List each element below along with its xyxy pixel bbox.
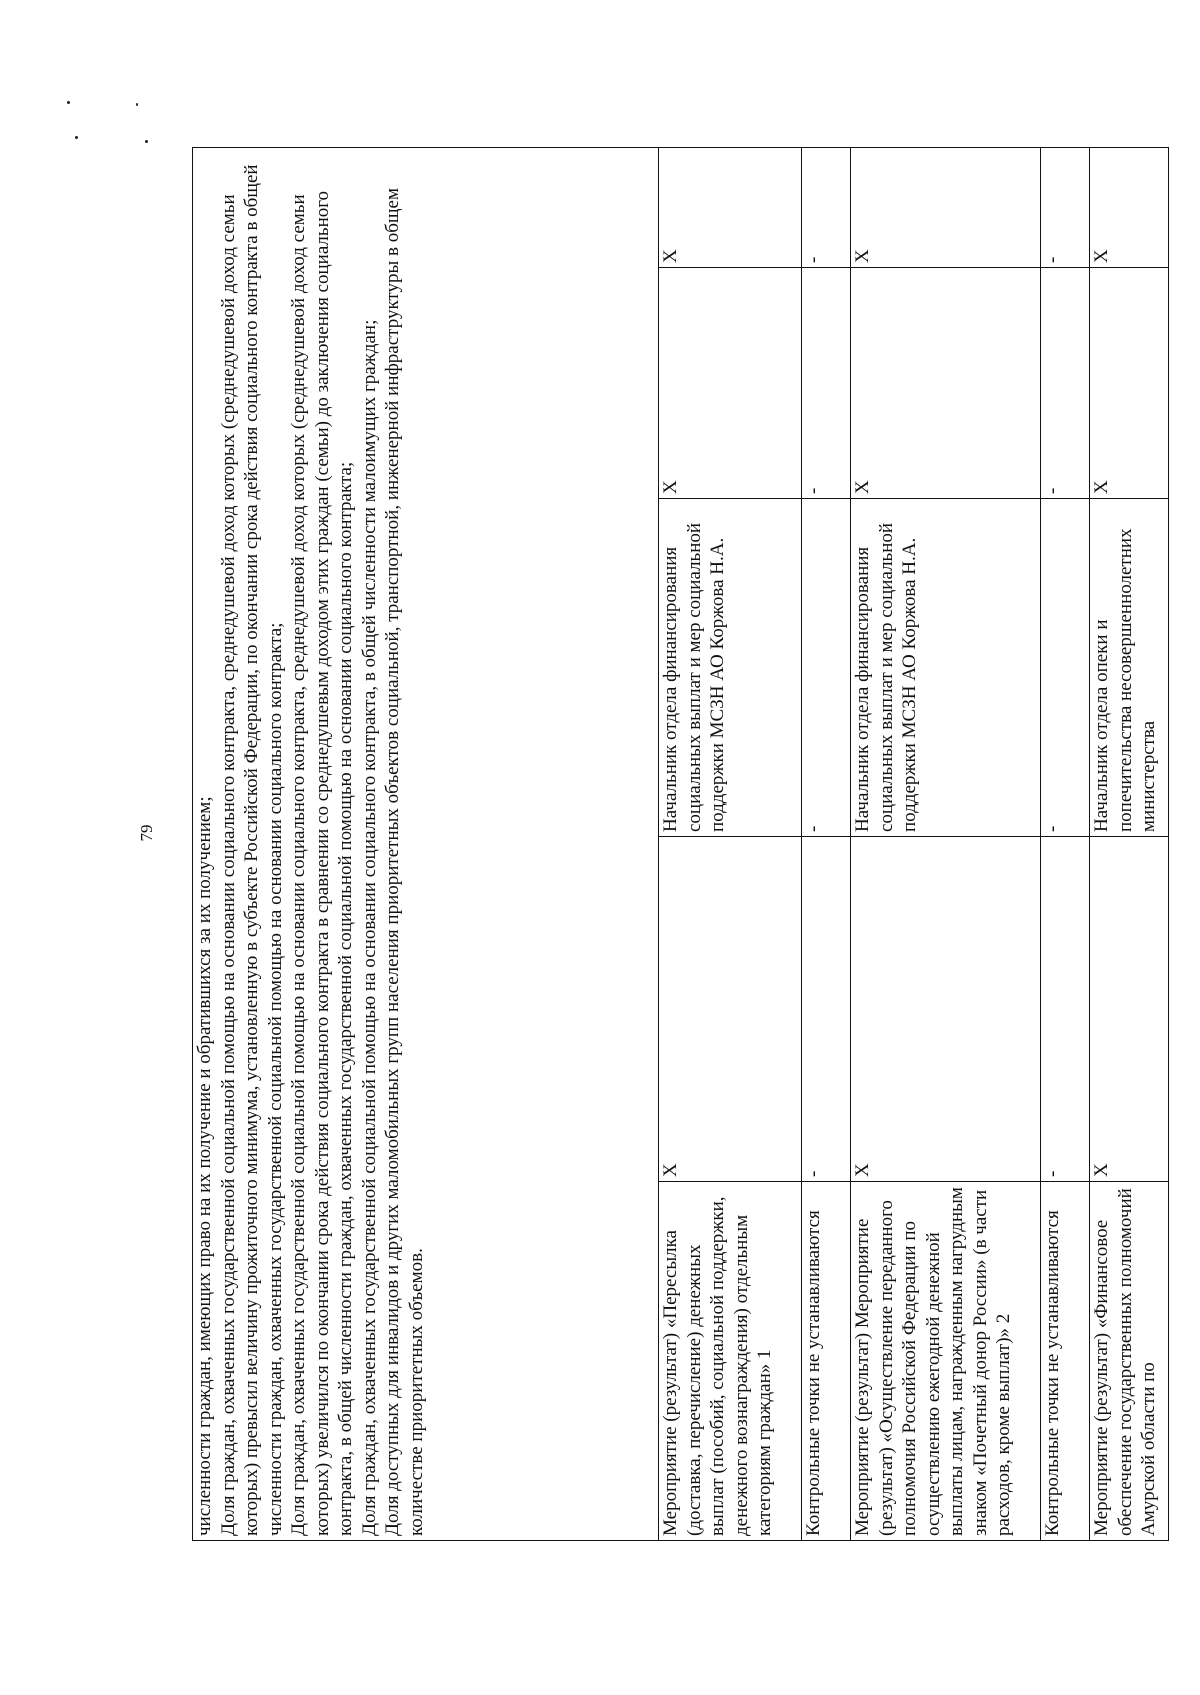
cell-document: -	[802, 268, 851, 499]
rotated-page-content	[192, 148, 1159, 1541]
cell-deadline: X	[851, 837, 1041, 1182]
cell-deadline: X	[659, 837, 802, 1182]
cell-deadline: X	[1090, 837, 1169, 1182]
measure-name: Мероприятие (результат) «Пересылка (доставка, перечисление) денежных выплат (пособий, социальной поддержки, денежного вознаграждения) отдельным категориям граждан» 1	[659, 1182, 802, 1541]
scan-speck	[145, 140, 148, 143]
table-row	[1041, 148, 1090, 1541]
cell-system: -	[1041, 148, 1090, 268]
cell-responsible: Начальник отдела финансирования социальных выплат и мер социальной поддержки МСЗН АО Коржова Н.А.	[851, 499, 1041, 837]
indicator-line: Доля граждан, охваченных государственной социальной помощью на основании социального контракта, среднедушевой доход которых (среднедушевой доход семьи которых) превысил величину прожиточного минимума, установленную в субъекте Российской Федерации, по окончании срока действия социального контракта в общей численности граждан, охваченных государственной социальной помощью на основании социального контракта;	[217, 164, 286, 1536]
table-row	[659, 148, 802, 1541]
measure-name: Контрольные точки не устанавливаются	[802, 1182, 851, 1541]
measure-name: Контрольные точки не устанавливаются	[1041, 1182, 1090, 1541]
cell-document: X	[851, 268, 1041, 499]
indicator-line: Доля граждан, охваченных государственной социальной помощью на основании социального контракта, среднедушевой доход которых (среднедушевой доход семьи которых) увеличился по окончании срока действия социального контракта в сравнении со среднедушевым доходом этих граждан (семьи) до заключения социального контракта, в общей численности граждан, охваченных государственной социальной помощью на основании социального контракта;	[288, 190, 356, 1536]
measure-name: Мероприятие (результат) «Финансовое обеспечение государственных полномочий Амурской области по	[1090, 1182, 1169, 1541]
indicator-line: Доля граждан, охваченных государственной социальной помощью на основании социального контракта, в общей численности малоимущих граждан;	[358, 319, 380, 1536]
scan-speck	[67, 101, 70, 104]
cell-responsible: Начальник отдела опеки и попечительства несовершеннолетних министерства	[1090, 499, 1169, 837]
measures-table	[192, 147, 1169, 1541]
indicators-row	[193, 148, 659, 1541]
cell-system: X	[851, 148, 1041, 268]
cell-document: X	[659, 268, 802, 499]
cell-responsible: -	[1041, 499, 1090, 837]
cell-system: -	[802, 148, 851, 268]
cell-document: -	[1041, 268, 1090, 499]
table-row	[802, 148, 851, 1541]
table-row	[1090, 148, 1169, 1541]
scan-speck	[75, 136, 78, 139]
indicators-cell	[193, 148, 659, 1541]
indicator-line: численности граждан, имеющих право на их получение и обратившихся за их получением;	[194, 796, 215, 1536]
page-number: 79	[137, 824, 156, 842]
cell-document: X	[1090, 268, 1169, 499]
scan-speck	[136, 103, 138, 106]
indicator-line: Доля доступных для инвалидов и других маломобильных групп населения приоритетных объектов социальной, транспортной, инженерной инфраструктуры в общем количестве приоритетных объемов.	[382, 188, 427, 1536]
cell-deadline: -	[1041, 837, 1090, 1182]
cell-responsible: -	[802, 499, 851, 837]
table-row	[851, 148, 1041, 1541]
cell-deadline: -	[802, 837, 851, 1182]
cell-system: X	[659, 148, 802, 268]
cell-responsible: Начальник отдела финансирования социальных выплат и мер социальной поддержки МСЗН АО Коржова Н.А.	[659, 499, 802, 837]
cell-system: X	[1090, 148, 1169, 268]
measure-name: Мероприятие (результат) Мероприятие (результат) «Осуществление переданного полномочия Российской Федерации по осуществлению ежегодной денежной выплаты лицам, награжденным нагрудным знаком «Почетный донор России» (в части расходов, кроме выплат)» 2	[851, 1182, 1041, 1541]
